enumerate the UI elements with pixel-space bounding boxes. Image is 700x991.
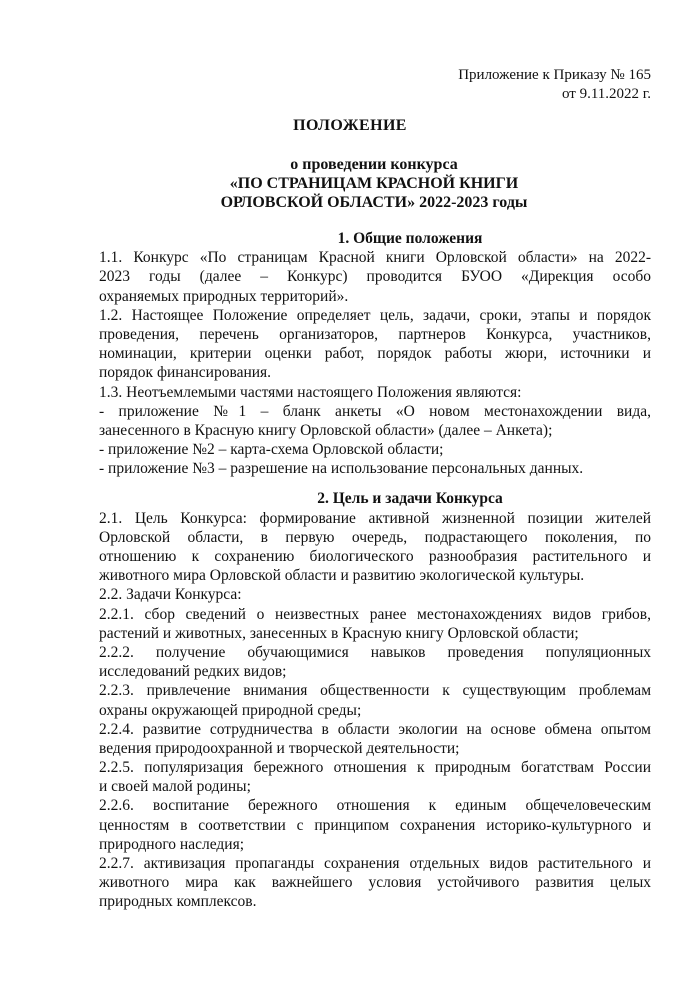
subtitle-line: о проведении конкурса (290, 156, 458, 173)
paragraph-line: 1.1. Конкурс «По страницам Красной книги Орловской области» на 2022- (99, 249, 651, 267)
document-body (99, 229, 651, 912)
paragraph-line: 2.2.3. привлечение внимания общественности к существующим проблемам (99, 682, 651, 700)
paragraph-line: 1.3. Неотъемлемыми частями настоящего Положения являются: (99, 383, 522, 401)
paragraph-line: занесенного в Красную книгу Орловской области» (далее – Анкета); (99, 421, 553, 439)
paragraph-line: - приложение №1 – бланк анкеты «О новом местонахождении вида, (99, 402, 651, 420)
paragraph-line: 2.2. Задачи Конкурса: (99, 586, 242, 604)
paragraph-line: исследований редких видов; (99, 663, 287, 681)
paragraph-line: 2.2.7. активизация пропаганды сохранения отдельных видов растительного и (99, 855, 651, 873)
paragraph-line: 1.2. Настоящее Положение определяет цель, задачи, сроки, этапы и порядок (99, 306, 651, 324)
paragraph-line: 2.2.6. воспитание бережного отношения к единым общечеловеческим (99, 797, 651, 815)
paragraph-line: Орловской области, в первую очередь, подрастающего поколения, по (99, 528, 651, 546)
annex-line-order: Приложение к Приказу № 165 (458, 67, 651, 83)
paragraph-line: номинации, критерии оценки работ, порядок работы жюри, источники и (99, 345, 651, 363)
paragraph-line: и своей малой родины; (99, 778, 251, 796)
annex-line-date: от 9.11.2022 г. (561, 86, 651, 102)
section-1-text (99, 248, 651, 478)
paragraph-line: ведения природоохранной и творческой деятельности; (99, 739, 460, 757)
section-2-text (99, 509, 651, 912)
paragraph-line: - приложение №2 – карта-схема Орловской области; (99, 441, 444, 459)
subtitle-line: ОРЛОВСКОЙ ОБЛАСТИ» 2022-2023 годы (220, 194, 528, 211)
document-title: ПОЛОЖЕНИЕ (293, 117, 407, 134)
paragraph-line: 2.2.4. развитие сотрудничества в области экологии на основе обмена опытом (99, 720, 651, 738)
paragraph-line: животного мира Орловской области и развитию экологической культуры. (99, 567, 585, 585)
paragraph-line: растений и животных, занесенных в Красную книгу Орловской области; (99, 624, 579, 642)
paragraph-line: животного мира как важнейшего условия устойчивого развития целых (99, 874, 651, 892)
paragraph-line: охраны окружающей природной среды; (99, 701, 362, 719)
paragraph-line: 2.1. Цель Конкурса: формирование активной жизненной позиции жителей (99, 509, 651, 527)
paragraph-line: проведения, перечень организаторов, партнеров Конкурса, участников, (99, 325, 651, 343)
document-subtitle (64, 155, 684, 212)
annex-reference (458, 66, 651, 104)
paragraph-line: 2.2.2. получение обучающимися навыков проведения популяционных (99, 643, 651, 661)
paragraph-line: ценностям в соответствии с принципом сохранения историко-культурного и (99, 816, 651, 834)
paragraph-line: природных комплексов. (99, 893, 257, 911)
paragraph-line: природного наследия; (99, 835, 245, 853)
paragraph-line: отношению к сохранению биологического разнообразия растительного и (99, 548, 651, 566)
section-2-heading: 2. Цель и задачи Конкурса (317, 490, 503, 508)
paragraph-line: 2023 годы (далее – Конкурс) проводится БУОО «Дирекция особо (99, 268, 651, 286)
paragraph-line: 2.2.1. сбор сведений о неизвестных ранее местонахождениях видов грибов, (99, 605, 651, 623)
paragraph-line: 2.2.5. популяризация бережного отношения к природным богатствам России (99, 759, 651, 777)
subtitle-line: «ПО СТРАНИЦАМ КРАСНОЙ КНИГИ (229, 175, 519, 192)
paragraph-line: охраняемых природных территорий». (99, 287, 349, 305)
paragraph-line: порядок финансирования. (99, 364, 272, 382)
section-1-heading: 1. Общие положения (337, 230, 483, 247)
paragraph-line: - приложение №3 – разрешение на использование персональных данных. (99, 460, 584, 478)
